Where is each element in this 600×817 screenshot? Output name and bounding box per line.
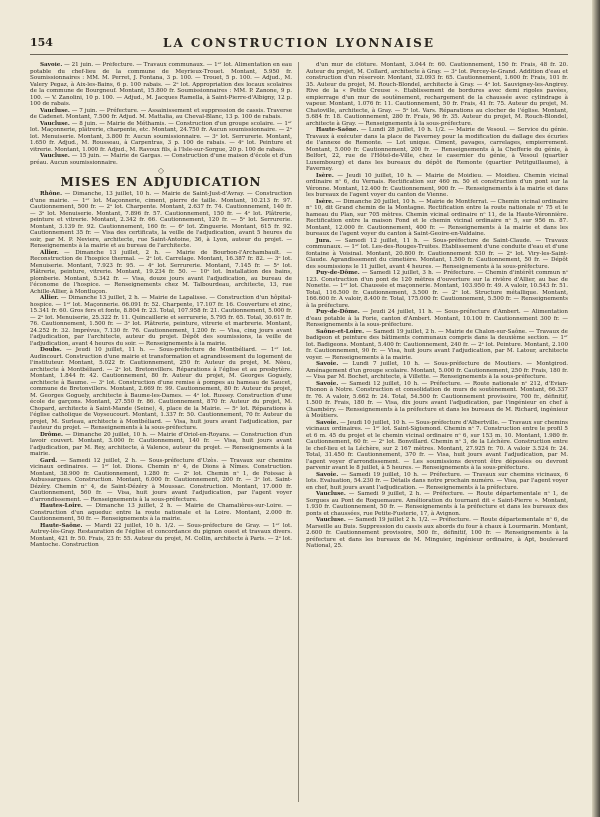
listing-entry — [306, 309, 568, 329]
listing-place: Rhône. — [40, 191, 63, 197]
listing-text: — Jeudi 24 juillet, 11 h. — Sous-préfecture d'Ambert. — Alimentation d'eau potable à la Forie, canton d'Ambert. Montant, 10.100 fr. Cautionnement 300 fr. — Renseignements à la sous-préfecture. — [306, 309, 568, 328]
listing-entry — [30, 503, 292, 523]
listing-entry — [306, 270, 568, 309]
listing-entry — [306, 517, 568, 550]
listing-entry — [30, 432, 292, 458]
listing-text: — Mardi 22 juillet, 10 h. 1/2. — Sous-préfecture de Gray. — 1ᵉʳ lot. Autrey-lès-Gray. Restauration de l'église et concordance du pignon ouest et travaux divers. Montant, 421 fr. 50. Frais, 23 fr. 55. Auteur du projet, M. Collin, architecte à Paris. — 2ᵉ lot. Mantoche. Construction — [30, 522, 292, 548]
listing-text: — 21 juin. — Préfecture. — Travaux communaux. — 1ᵉʳ lot. Alimentation en eau potable du chef-lieu de la commune de Meyrieux-Trouet. Montant, 5.950 fr. Soumissionnaires : MM. M. Perret, J. Fontana, 3 p. 100. — Trouet, 5 p. 100. — Adjud., M. Valery Pegaz, à Aix-les-Bains, 6 p. 100 rabais. — 2ᵉ lot. Appropriation des locaux scolaires de la commune de Bourgneuf. Montant, 15.800 fr. Soumissionnaires : MM. P. Zanone, 9 p. 100. — V. Zanolini, 10 p. 100. — Adjud., M. Jacques Ramella, à Saint-Pierre-d'Albigny, 12 p. 100 de rabais. — [30, 62, 292, 107]
left-entries-after — [30, 191, 292, 549]
listing-place: Gard. — [40, 457, 58, 464]
listing-text: — Dimanche 13 juillet, 2 h. — Mairie de Chamalières-sur-Loire. — Construction d'un aqueduc entre la route nationale et la Loire. Montant, 2.000 fr. Cautionnement, 50 fr. — Renseignements à la mairie. — [30, 503, 292, 522]
listing-place: Vaucluse. — [316, 491, 346, 497]
listing-place: Savoie. — [316, 419, 339, 426]
left-column — [30, 62, 292, 802]
listing-place: Vaucluse. — [40, 107, 70, 114]
listing-place: Doubs. — [40, 347, 62, 353]
listing-place: Allier. — [40, 249, 59, 256]
listing-entry — [30, 250, 292, 296]
listing-entry — [30, 153, 292, 166]
listing-text: — Jeudi 10 juillet, 10 h. — Sous-préfecture d'Albertville. — Travaux sur chemins vicinaux ordinaires. — 1ᵉʳ lot. Saint-Sigismond. Chemin nᵒ 7. Construction entre le profil 5 et 6 m. 45 du projet et le chemin vicinal ordinaire nᵒ 6, sur 153 m. 10. Montant, 1.980 fr. Cautionnement, 60 fr. — 2ᵉ lot. Bonvillard. Chemin nᵒ 3, de la Léchère. Construction entre le chef-lieu et la Léchère, sur 2 167 mètres. Montant, 27.925 fr. 70. A valoir 3.524 fr. 24. Total, 31.450 fr. Cautionnement, 370 fr. — Visa, huit jours avant l'adjudication, par M. l'agent voyer d'arrondissement. — Les soumissions devront être déposées ou devront parvenir avant le 8 juillet, à 5 heures. — Renseignements à la sous-préfecture. — [306, 419, 568, 471]
listing-place: Savoie. — [316, 361, 339, 367]
listing-entry — [306, 238, 568, 271]
listing-place: Savoie. — [40, 62, 63, 68]
listing-place: Hautes-Loire. — [40, 503, 83, 509]
listing-place: Drôme. — [40, 431, 63, 438]
listing-text: — Samedi 19 juillet 2 h. 1/2. — Préfecture. — Route départementale nᵒ 6, de Marseille au Buis. Suppression du cassis aux abords du four à chaux à Lourmarin. Montant, 2.600 fr. Cautionnement provisoire, 500 fr., définitif, 100 fr. — Renseignements à la préfecture et dans les bureaux de M. Minguier, ingénieur ordinaire, à Apt, boulevard National, 25. — [306, 517, 568, 549]
listing-text: — 15 juin. — Mairie de Gargas. — Construction d'une maison d'école et d'un préau. Aucun soumissionnaire. — [30, 153, 292, 166]
listing-text: — 8 juin. — Mairie de Méthamis. — Construction d'un groupe scolaire. — 1ᵉʳ lot. Maçonnerie, plâtrerie, charpente, etc. Montant, 24.750 fr. Aucun soumissionnaire. — 2ᵉ lot. Menuiserie. Montant, 3.800 fr. Aucun soumissionnaire. — 3ᵉ lot. Serrurerie. Montant, 1.650 fr. Adjud., M. Rousseau, à Carpentras, 3 p. 100 de rabais. — 4ᵉ lot. Peinture et vitrerie. Montant, 1.000 fr. Adjud., M. Ravoux fils, à l'Isle-sur-Sorgue, 20 p. 100 de rabais. — [30, 120, 292, 153]
listing-entry — [30, 523, 292, 549]
listing-text: — Dimanche 13 juillet, 2 h. — Mairie de Bourbon-l'Archambault. — Reconstruction de l'hospice thermal. — 2ᵉ lot. Carrelage. Montant, 16.387 fr. 82. — 3ᵉ lot. Menuiserie. Montant, 7.923 fr. 95. — 4ᵉ lot. Serrurerie. Montant, 7.145 fr. — 5ᵉ lot. Plâtrerie, peinture, vitrerie. Montant, 19.234 fr. 50. — 10ᵉ lot. Installation des bains, plomberie. Montant, 5.342 fr. — Visa, douze jours avant l'adjudication, au bureau de l'économe de l'hospice. — Renseignements chez M. Talbourdeau, architecte, 13, rue Achille-Allier, à Montluçon. — [30, 249, 292, 295]
listing-entry — [30, 295, 292, 347]
left-entries-before — [30, 62, 292, 166]
listing-text: — Dimanche 13 juillet, 2 h. — Mairie de Lapalisse. — Construction d'un hôpital-hospice. — 1ᵉʳ lot. Maçonnerie. 66.091 fr. 52. Charpente, 17.107 fr. 16. Couverture et zinc, 15.341 fr. 60. Gros fers et fonte, 8.804 fr. 23. Total, 107.958 fr. 21. Cautionnement, 5.000 fr. — 2ᵉ lot. Menuiserie, 25.322 fr. 11. Quincaillerie et serrurerie, 5.795 fr. 65. Total, 30.617 fr. 76. Cautionnement, 1.500 fr. — 3ᵉ lot. Plâtrerie, peinture, vitrerie et marbrerie. Montant, 24.252 fr. 32. Imprévus, 7.130 fr. 76. Cautionnement, 1.200 fr. — Visa, cinq jours avant l'adjudication, par l'architecte, auteur du projet. Dépôt des soumissions, la veille de l'adjudication, avant 4 heures du soir. — Renseignements à la mairie. — [30, 295, 292, 347]
section-separator: ◇ — [157, 166, 165, 175]
listing-place: Haute-Saône. — [40, 522, 83, 529]
listing-place: Isère. — [316, 198, 334, 205]
listing-entry — [306, 173, 568, 199]
listing-text: — Samedi 19 juillet, 10 h. — Préfecture. — Travaux sur chemins vicinaux, 6 lots. Evaluation, 54.230 fr. — Détails dans notre prochain numéro. — Visa, par l'agent voyer en chef, huit jours avant l'adjudication. — Renseignements à la préfecture. — [306, 471, 568, 491]
section-title: MISES EN ADJUDICATION — [60, 174, 262, 189]
listing-text: — Samedi 9 juillet, 2 h. — Préfecture. — Route départementale nᵒ 1, de Sorgues au Pont de Roquemaure. Amélioration du tournant dit « Saint-Pierre ». Montant, 1.930 fr. Cautionnement, 50 fr. — Renseignements à la préfecture et dans les bureaux des ponts et chaussées, rue Petite-Fusterie, 17, à Avignon. — [306, 491, 568, 517]
listing-place: Vaucluse. — [316, 517, 346, 523]
listing-text: — Dimanche 20 juillet, 10 h. — Mairie d'Oriol-en-Royans. — Construction d'un lavoir couvert. Montant, 3.000 fr. Cautionnement, 140 fr. — Visa, huit jours avant l'adjudication, par M. Rey, architecte, à Valence, auteur du projet. — Renseignements à la mairie. — [30, 431, 292, 457]
listing-entry — [306, 472, 568, 492]
binding-edge — [592, 0, 600, 817]
listing-place: Jura. — [316, 237, 332, 244]
listing-text: — Dimanche, 13 juillet, 10 h. — Mairie de Saint-Just-d'Avray. — Construction d'une mairie. — 1ᵉʳ lot. Maçonnerie, ciment, pierre de taille. Montant, 10.213 fr. 97. Cautionnement, 500 fr. — 2ᵉ lot. Charpente. Montant, 2.637 fr. 74. Cautionnement, 140 fr. — 3ᵉ lot. Menuiserie. Montant, 7.896 fr. 57. Cautionnement, 150 fr. — 4ᵉ lot. Plâtrerie, peinture et vitrerie. Montant, 2.342 fr. 66. Cautionnement, 120 fr. — 5ᵉ lot. Serrurerie. Montant, 3.139 fr. 92. Cautionnement, 160 fr. — 6ᵉ lot. Zinguerie. Montant, 615 fr. 92. Cautionnement 35 fr. — Visa des certificats, la veille de l'adjudication, avant 5 heures du soir, par M. P. Neviere, architecte, rue Saint-Antoine, 36, à Lyon, auteur du projet. — Renseignements à la mairie et au bureau de l'architecte. — [30, 191, 292, 249]
right-entries — [306, 62, 568, 550]
listing-place: Haute-Saône. — [316, 127, 359, 133]
listing-text: — Lundi 28 juillet, 10 h. 1/2. — Mairie de Vesoul. — Service du génie. Travaux à exécuter dans la place de Faverney pour la modification du dallage des écuries de l'annexe de Remonte. — Lot unique. Ciment, pavages, carrelages, empierrement. Montant, 5.000 fr. Cautionnement, 200 fr. — Renseignements à la Chefferie du génie, à Belfort, 22, rue de l'Hôtel-de-Ville, chez le casernier du génie, à Vesoul (quartier Luxembourg) et dans les bureaux du dépôt de Remonte (quartier Petitguillaume), à Faverney. — [306, 127, 568, 172]
listing-text: d'un mur de clôture. Montant, 3.044 fr. 60. Cautionnement, 150 fr. Frais, 48 fr. 20. Auteur du projet, M. Collard, architecte à Gray. — 3ᵉ lot. Percey-le-Grand. Addition d'eau et construction d'un réservoir. Montant, 32.093 fr. 65. Cautionnement, 1.600 fr. Frais, 101 fr. 35. Auteur du projet, M. Rouch-Blondel, architecte à Gray. — 4ᵉ lot. Sauvigney-les-Angirey. Rive de la « Petite Creuse ». Etablissement de bordures avec demi rigoles pavées, empierrage d'un mur de soutènement, rechargement de la chaussée avec cylindrage à vapeur. Montant, 1.076 fr. 11. Cautionnement, 50 fr. Frais, 41 fr. 75. Auteur du projet, M. Chatoville, architecte, à Gray. — 5ᵉ lot. Vars. Réparations au clocher de l'église. Montant, 5.684 fr. 18. Cautionnement, 280 fr. Frais, 96 fr. 35. Auteur du projet, M. Rouch-Blondel, architecte à Gray. — Renseignements à la sous-préfecture. — [306, 62, 568, 127]
listing-entry — [30, 191, 292, 250]
listing-entry — [30, 121, 292, 154]
listing-text: — Lundi 7 juillet, 10 h. — Sous-préfecture de Moutiers. — Montgirod. Aménagement d'un groupe scolaire. Montant, 5.000 fr. Cautionnement, 250 fr. Frais, 180 fr. — Visa par M. Bochet, architecte, à Villette. — Renseignements à la sous-préfecture. — [306, 361, 568, 380]
listing-entry — [306, 127, 568, 173]
listing-place: Isère. — [316, 172, 334, 179]
listing-place: Vaucluse. — [40, 153, 70, 159]
listing-text: — Samedi 19 juillet, 2 h. — Mairie de Chalon-sur-Saône. — Travaux de badigeon et peinture des bâtiments communaux compris dans la deuxième section. — 1ᵉʳ lot. Badigeons. Montant, 5.400 fr. Cautionnement, 240 fr. — 2ᵉ lot. Peinture. Montant, 2.100 fr. Cautionnement, 90 fr. — Visa, huit jours avant l'adjudication, par M. Latour, architecte voyer. — Renseignements à la mairie. — [306, 328, 568, 361]
listing-place: Savoie. — [316, 471, 339, 478]
page-number: 154 — [30, 36, 53, 49]
listing-place: Allier. — [40, 295, 59, 301]
listing-entry — [306, 361, 568, 381]
listing-text: — Jeudi 10 juillet, 11 h. — Sous-préfecture de Montbéliard. — 1ᵉʳ lot. Audincourt. Construction d'une mairie et transformation et agrandissement du logement de l'instituteur. Montant, 5.022 fr. Cautionnement, 250 fr. Auteur du projet, M. Nèeu, architecte à Montbéliard. — 2ᵉ lot. Bretonvillers. Réparations à l'église et au presbytère. Montant, 1.844 fr. 42. Cautionnement, 80 fr. Auteur du projet, M. Georges Goguely, architecte à Baume. — 3ᵉ lot. Construction d'une remise à pompes au hameau de Saucet, commune de Bretonvillers. Montant, 2.669 fr. 99. Cautionnement, 80 fr. Auteur du projet, M. Georges Goguely, architecte à Baume-les-Dames. — 4ᵉ lot. Russey. Construction d'une école de garçons. Montant, 27.550 fr. 86. Cautionnement, 870 fr. Auteur du projet, M. Chopard, architecte à Saint-Mande (Seine), 4, place de la Mairie. — 5ᵉ lot. Réparations à l'église catholique de Voyseucourt. Montant, 1.337 fr. 50. Cautionnement, 70 fr. Auteur du projet, M. Surleau, architecte à Montbéliard. — Visa, huit jours avant l'adjudication, par l'auteur du projet. — Renseignements à la sous-préfecture. — [30, 347, 292, 431]
listing-entry — [306, 62, 568, 127]
listing-text: — 7 juin. — Préfecture. — Assainissement et suppression de cassis. Traverse de Cadenet. Montant, 7.500 fr. Adjud. M. Mattalia, au Cheval-Blanc, 13 p. 100 de rabais. — [30, 107, 292, 120]
listing-text: — Dimanche 20 juillet, 10 h. — Mairie de Montferrat. — Chemin vicinal ordinaire nᵒ 10, dit Grand chemin de la Montagne. Rectification entre la route nationale nᵒ 75 et le hameau du Plan, sur 705 mètres. Chemin vicinal ordinaire nᵒ 11, de la Haute-Véronnière. Rectification entre la maison Fond et le chemin vicinal ordinaire nᵒ 5, sur 956 m. 87. Montant, 12.000 fr. Cautionnement, 400 fr. — Renseignements à la mairie et dans les bureaux de l'agent voyer du canton à Saint-Geoire-en-Valdaine. — [306, 198, 568, 237]
listing-entry — [306, 491, 568, 517]
listing-entry — [30, 458, 292, 504]
listing-text: — Samedi 12 juillet, 2 h. — Sous-préfecture d'Uzès. — Travaux sur chemins vicinaux ordinaires. — 1ᵉʳ lot. Dions. Chemin nᵒ 4, de Dions à Nîmes. Construction. Montant, 38.900 fr. Cautionnement, 1.280 fr. — 2ᵉ lot. Chemin nᵒ 1, de Foissac à Aubussargues. Construction. Montant, 6.000 fr. Cautionnement, 200 fr. — 3ᵉ lot. Saint-Dézéry. Chemin nᵒ 4, de Saint-Dézéry à Moussac. Construction. Montant, 17.000 fr. Cautionnement, 560 fr. — Visa, huit jours avant l'adjudication, par l'agent voyer d'arrondissement. — Renseignements à la sous-préfecture. — [30, 457, 292, 503]
listing-entry — [30, 347, 292, 432]
text-columns — [30, 62, 568, 802]
listing-entry — [306, 381, 568, 420]
listing-text: — Samedi 12 juillet, 10 h. — Préfecture. — Route nationale nᵒ 212, d'Evian-Thonon à Notre. Construction et consolidation de murs de soutènement. Montant, 66.337 fr. 76. A valoir, 5.662 fr. 24. Total, 54.500 fr. Cautionnement provisoire, 700 fr., définitif, 1.500 fr. Frais, 180 fr. — Visa, dix jours avant l'adjudication, par l'ingénieur en chef à Chambéry. — Renseignements à la préfecture et dans les bureaux de M. Richard, ingénieur à Moûtiers. — [306, 380, 568, 419]
listing-entry — [30, 62, 292, 108]
listing-text: — Samedi 12 juillet, 3 h. — Préfecture. — Chemin d'intérêt commun nᵒ 123. Construction d'un pont de 120 mètres d'ouverture sur la rivière d'Allier, au bac de Nonette. — 1ᵉʳ lot. Chaussée et maçonnerie. Montant, 103.950 fr. 49. A valoir, 10.543 fr. 51. Total, 116.500 fr. Cautionnement, 3.500 fr. — 2ᵉ lot. Structure métallique. Montant, 166.600 fr. A valoir, 8.400 fr. Total, 175.000 fr. Cautionnement, 5.500 fr. — Renseignements à la préfecture. — [306, 270, 568, 309]
listing-place: Puy-de-Dôme. — [316, 309, 360, 315]
page-header — [30, 36, 568, 55]
listing-entry — [306, 329, 568, 362]
listing-entry — [306, 420, 568, 472]
listing-place: Puy-de-Dôme. — [316, 270, 360, 276]
running-title: LA CONSTRUCTION LYONNAISE — [163, 36, 435, 50]
right-column — [306, 62, 568, 802]
listing-place: Vaucluse. — [40, 120, 70, 127]
listing-place: Savoie. — [316, 380, 339, 387]
listing-entry — [30, 108, 292, 121]
listing-place: Saône-et-Loire. — [316, 328, 365, 335]
column-divider — [298, 62, 299, 802]
listing-text: — Jeudi 10 juillet, 10 h. — Mairie de Moidieu. — Moidieu. Chemin vicinal ordinaire nᵒ 6, du Vernais. Rectification sur 460 m. 50 et construction d'un pont sur la Véronne. Montant, 12.400 fr. Cautionnement, 900 fr. — Renseignements à la mairie et dans les bureaux de l'agent voyer du canton de Vienne. — [306, 172, 568, 198]
listing-entry — [306, 199, 568, 238]
listing-text: — Samedi 12 juillet, 11 h. — Sous-préfecture de Saint-Claude. — Travaux communaux. — 1ᵉʳ lot. Les-des-Rouges-Truites. Etablissement d'une conduite d'eau et d'une fontaine à Voisinal. Montant, 20.800 fr. Cautionnement 530 fr. — 2ᵉ lot. Viry-les-Saint-Claude. Agrandissement du cimetière. Montant, 1.500 fr. Cautionnement, 50 fr. — Dépôt des soumissions le 11 juillet, avant 4 heures. — Renseignements à la sous-préfecture. — [306, 237, 568, 270]
